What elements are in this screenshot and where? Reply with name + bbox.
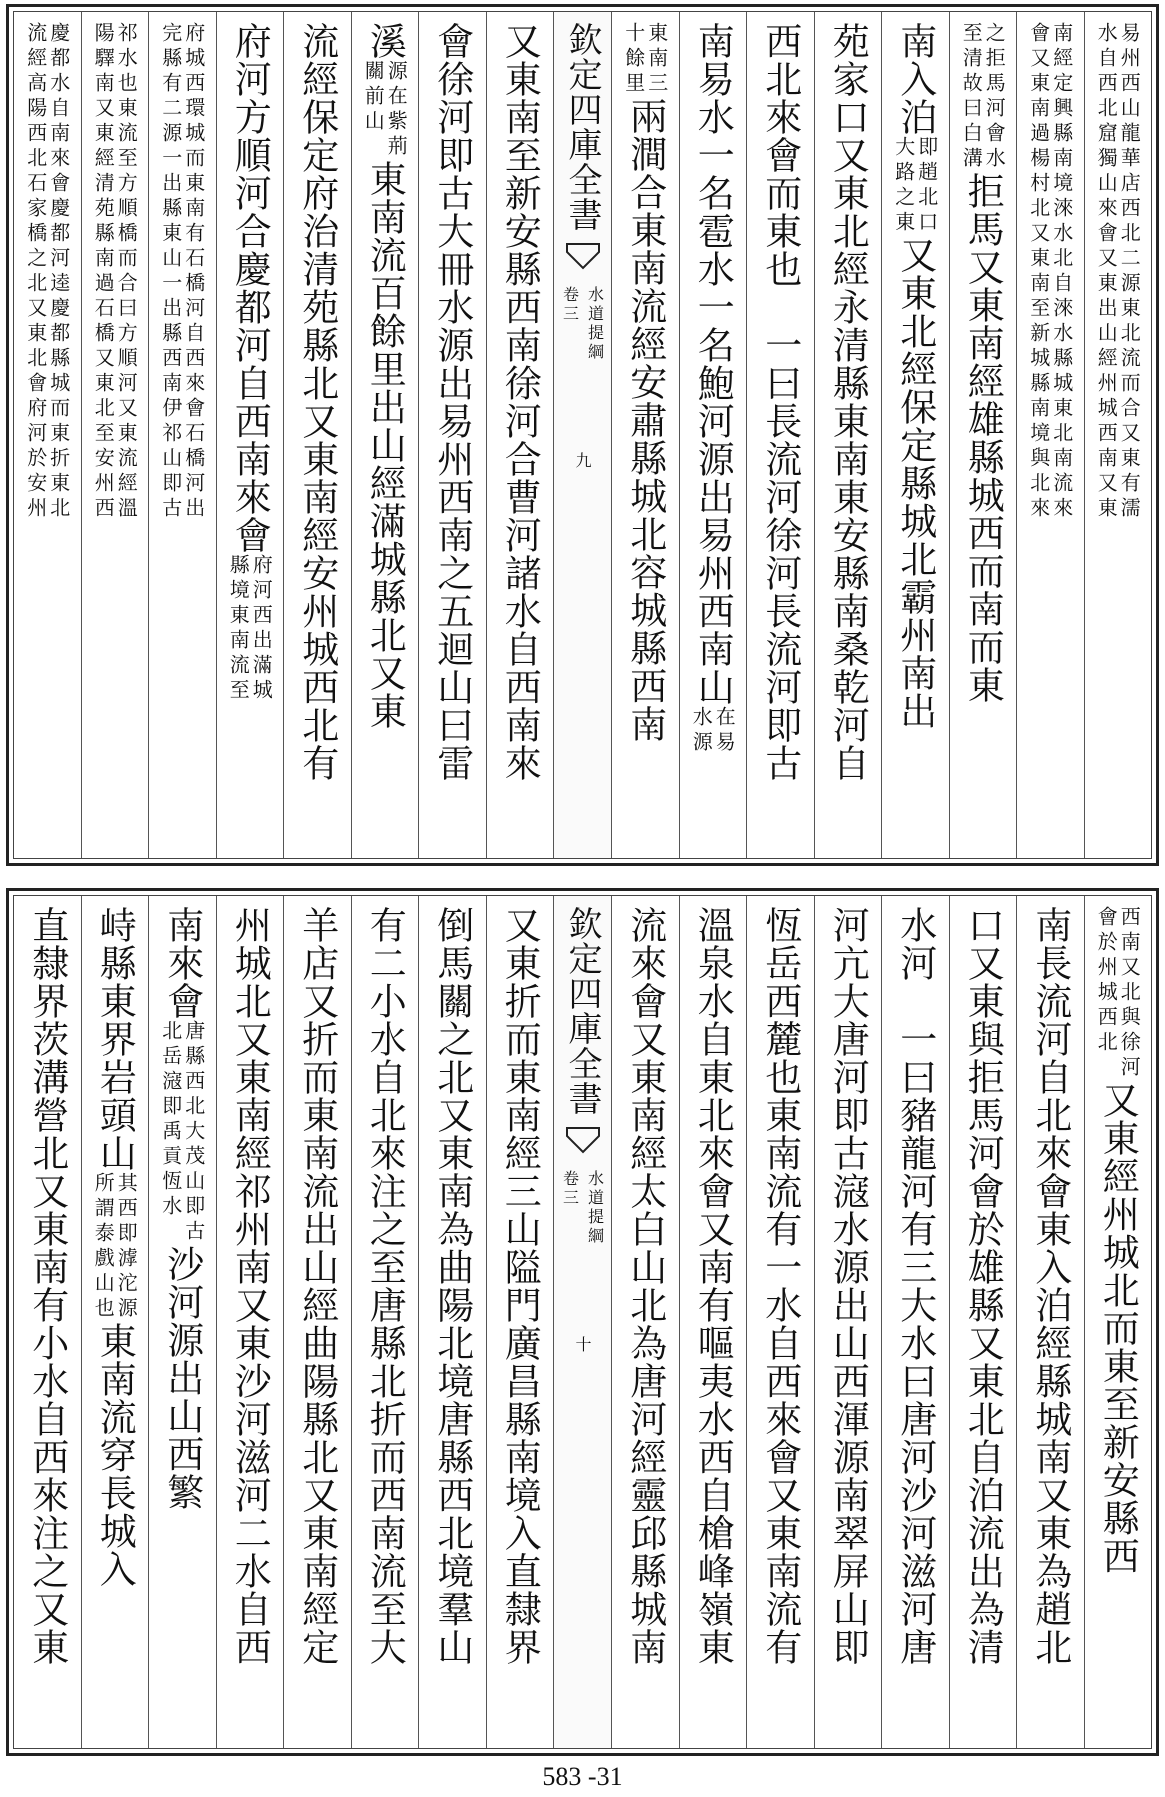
main-text: 河亢大唐河即古滱水源出山西渾源南翠屏山即 <box>826 906 870 1666</box>
annotation-pair <box>158 22 206 522</box>
main-text: 有二小水自北來注之至唐縣北折而西南流至大 <box>363 906 407 1666</box>
main-text: 口又東與拒馬河會於雄縣又東北自泊流出為清 <box>961 906 1005 1666</box>
main-text: 流來會又東南經太白山北為唐河經靈邱縣城南 <box>623 906 667 1666</box>
text-column <box>611 12 679 858</box>
annotation-line: 西南又北與徐河 <box>1117 906 1142 1081</box>
text-column <box>351 12 419 858</box>
main-text: 溫泉水自東北來會又南有嘔夷水西自槍峰嶺東 <box>691 906 735 1666</box>
annotation-pair <box>158 1020 206 1245</box>
main-text: 東南流百餘里出山經滿城縣北又東 <box>363 160 407 730</box>
annotation-pair <box>91 22 139 522</box>
annotation-line: 即趙北口 <box>914 136 939 236</box>
main-text: 南易水一名雹水一名鮑河源出易州西南山 <box>691 22 735 706</box>
main-text: 沙河源出山西繁 <box>160 1245 204 1511</box>
text-column <box>611 896 679 1748</box>
main-text: 峙縣東界岩頭山 <box>93 906 137 1172</box>
text-column <box>679 896 747 1748</box>
main-text: 又東經州城北而東至新安縣西 <box>1096 1081 1140 1575</box>
annotation-pair <box>689 706 737 756</box>
main-text: 羊店又折而東南流出山經曲陽縣北又東南經定 <box>295 906 339 1666</box>
text-column <box>881 12 949 858</box>
text-column <box>14 12 81 858</box>
book-name: 水道提綱 <box>585 286 605 362</box>
annotation-line: 至清故曰白溝 <box>959 22 984 172</box>
text-column <box>81 896 149 1748</box>
annotation-line: 縣境東南流至 <box>226 554 251 704</box>
annotation-line: 源在紫荊 <box>384 60 409 160</box>
annotation-pair <box>23 22 71 522</box>
volume-number: 卷三 <box>560 1170 580 1208</box>
main-text: 兩澗合東南流經安肅縣城北容城縣西南 <box>623 97 667 743</box>
annotation-pair <box>959 22 1007 172</box>
bottom-page <box>6 888 1159 1756</box>
annotation-line: 唐縣西北大茂山即古 <box>181 1020 206 1245</box>
text-column <box>351 896 419 1748</box>
text-column <box>746 896 814 1748</box>
text-column <box>418 12 486 858</box>
text-column <box>283 12 351 858</box>
main-text: 南入泊 <box>893 22 937 136</box>
main-text: 西北來會而東也 一曰長流河徐河長流河即古 <box>758 22 802 782</box>
book-name: 水道提綱 <box>585 1170 605 1246</box>
text-column <box>949 896 1017 1748</box>
text-column <box>14 896 81 1748</box>
main-text: 又東北經保定縣城北霸州南出 <box>893 236 937 730</box>
fishtail-mark-icon <box>565 1124 601 1160</box>
annotation-line: 在易 <box>712 706 737 756</box>
annotation-pair <box>621 22 669 97</box>
annotation-pair <box>1026 22 1074 522</box>
annotation-line: 會又東南過楊村北又東南至新城縣南境與北來 <box>1026 22 1051 522</box>
page-number: 九 <box>573 452 592 468</box>
annotation-pair <box>361 60 409 160</box>
text-column <box>814 12 882 858</box>
top-page-columns <box>13 11 1152 859</box>
annotation-line: 府河西出滿城 <box>249 554 274 704</box>
annotation-line: 其西即滹沱源 <box>114 1172 139 1322</box>
running-head <box>553 12 611 858</box>
text-column <box>1016 896 1084 1748</box>
text-column <box>283 896 351 1748</box>
main-text: 南長流河自北來會東入泊經縣城南又東為趙北 <box>1028 906 1072 1666</box>
text-column <box>216 12 284 858</box>
text-column <box>1016 12 1084 858</box>
running-head <box>553 896 611 1748</box>
text-column <box>1084 12 1152 858</box>
text-column <box>486 12 554 858</box>
annotation-pair <box>1094 906 1142 1081</box>
main-text: 水河 一曰豬龍河有三大水曰唐河沙河滋河唐 <box>893 906 937 1666</box>
page-number: 十 <box>573 1336 592 1352</box>
annotation-line: 易州西山龍華店西北二源東北流而合又東有濡 <box>1117 22 1142 522</box>
annotation-line: 慶都水自南來會慶都河逵慶都縣城而東折東北 <box>46 22 71 522</box>
text-column <box>881 896 949 1748</box>
running-head-meta <box>559 286 607 362</box>
main-text: 府河方順河合慶都河自西南來會 <box>228 22 272 554</box>
annotation-pair <box>226 554 274 704</box>
annotation-line: 陽驛南又東經清苑縣南過石橋又東北至安州西 <box>91 22 116 522</box>
book-series-title: 欽定四庫全書 <box>562 22 602 232</box>
volume-number: 卷三 <box>560 286 580 324</box>
main-text: 東南流穿長城入 <box>93 1322 137 1588</box>
main-text: 流經保定府治清苑縣北又東南經安州城西北有 <box>295 22 339 782</box>
annotation-pair <box>1094 22 1142 522</box>
annotation-line: 關前山 <box>361 60 386 135</box>
main-text: 直隸界茨溝營北又東南有小水自西來注之又東 <box>25 906 69 1666</box>
annotation-line: 府城西環城而東南有石橋河自西來會石橋河出 <box>181 22 206 522</box>
annotation-line: 祁水也東流至方順橋而合曰方順河又東流經溫 <box>114 22 139 522</box>
page-footer-number: 583 -31 <box>542 1762 623 1791</box>
main-text: 拒馬又東南經雄縣城西而南而東 <box>961 172 1005 704</box>
main-text: 州城北又東南經祁州南又東沙河滋河二水自西 <box>228 906 272 1666</box>
annotation-line: 東南三 <box>644 22 669 97</box>
text-column <box>418 896 486 1748</box>
annotation-line: 南經定興縣南境淶水北自淶水縣城東北南流來 <box>1049 22 1074 522</box>
annotation-pair <box>891 136 939 236</box>
main-text: 又東折而東南經三山隘門廣昌縣南境入直隸界 <box>498 906 542 1666</box>
annotation-line: 完縣有二源一出縣東山一出縣西南伊祁山即古 <box>158 22 183 522</box>
text-column <box>949 12 1017 858</box>
main-text: 會徐河即古大冊水源出易州西南之五迴山曰雷 <box>430 22 474 782</box>
main-text: 溪 <box>363 22 407 60</box>
annotation-line: 之拒馬河會水 <box>982 22 1007 172</box>
annotation-line: 水自西北窟獨山來會又東出山經州城西南又東 <box>1094 22 1119 522</box>
main-text: 恆岳西麓也東南流有一水自西來會又東南流有 <box>758 906 802 1666</box>
text-column <box>81 12 149 858</box>
annotation-pair <box>91 1172 139 1322</box>
text-column <box>679 12 747 858</box>
text-column <box>1084 896 1152 1748</box>
annotation-line: 水源 <box>689 706 714 756</box>
running-head-meta <box>559 1170 607 1246</box>
annotation-line: 十餘里 <box>621 22 646 97</box>
book-series-title: 欽定四庫全書 <box>562 906 602 1116</box>
main-text: 又東南至新安縣西南徐河合曹河諸水自西南來 <box>498 22 542 782</box>
main-text: 倒馬關之北又東南為曲陽北境唐縣西北境羣山 <box>430 906 474 1666</box>
bottom-page-columns <box>13 895 1152 1749</box>
top-page <box>6 4 1159 866</box>
text-column <box>148 12 216 858</box>
main-text: 南來會 <box>160 906 204 1020</box>
text-column <box>216 896 284 1748</box>
annotation-line: 北岳滱即禹貢恆水 <box>158 1020 183 1220</box>
fishtail-mark-icon <box>565 240 601 276</box>
annotation-line: 會於州城西北 <box>1094 906 1119 1056</box>
text-column <box>148 896 216 1748</box>
text-column <box>486 896 554 1748</box>
annotation-line: 流經高陽西北石家橋之北又東北會府河於安州 <box>23 22 48 522</box>
annotation-line: 所謂泰戲山也 <box>91 1172 116 1322</box>
text-column <box>814 896 882 1748</box>
text-column <box>746 12 814 858</box>
annotation-line: 大路之東 <box>891 136 916 236</box>
main-text: 苑家口又東北經永清縣東南東安縣南桑乾河自 <box>826 22 870 782</box>
